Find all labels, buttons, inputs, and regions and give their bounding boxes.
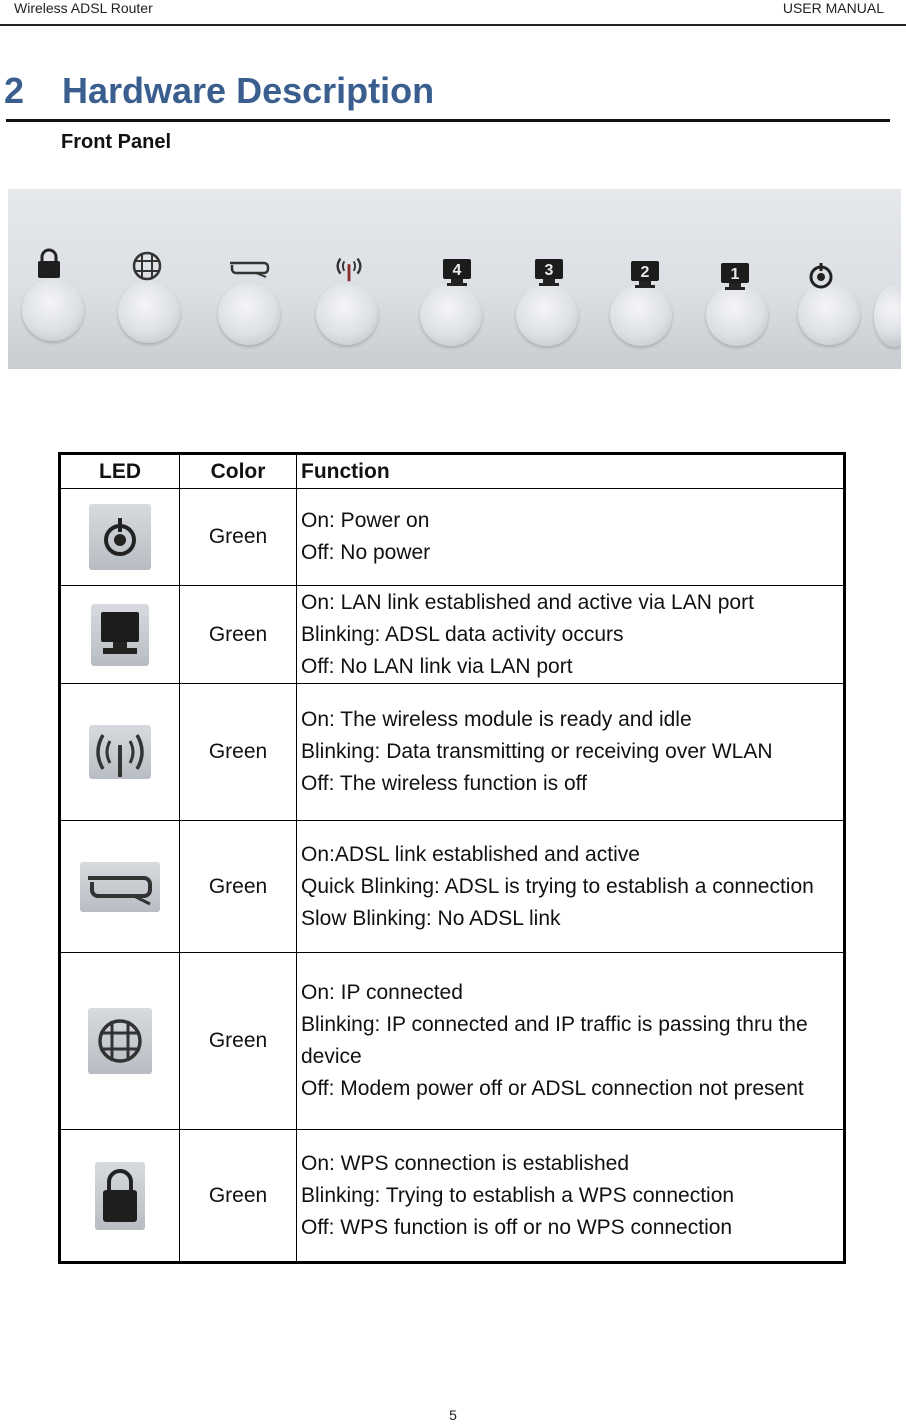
panel-button: [316, 283, 378, 345]
panel-button: [420, 284, 482, 346]
panel-button: [218, 283, 280, 345]
function-line: Off: WPS function is off or no WPS connection: [301, 1215, 733, 1239]
function-line: Blinking: Data transmitting or receiving over WLAN: [301, 740, 773, 763]
globe-icon: [130, 249, 164, 283]
header-function: Function: [297, 454, 845, 489]
table-row: [60, 953, 845, 1130]
doc-header-manual: USER MANUAL: [782, 0, 884, 16]
function-line: Off: No power: [301, 541, 431, 564]
lan-3-icon: [532, 255, 566, 289]
led-icon-cell: [60, 586, 180, 684]
led-color: Green: [180, 684, 297, 821]
power-icon: [89, 504, 151, 570]
table-row: [60, 489, 845, 586]
function-line: On: The wireless module is ready and idle: [301, 708, 692, 731]
adsl-icon: [226, 251, 272, 285]
function-line: On: IP connected: [301, 981, 463, 1004]
function-line: Off: The wireless function is off: [301, 772, 587, 795]
led-color: Green: [180, 489, 297, 586]
led-icon-cell: [60, 953, 180, 1130]
header-led: LED: [60, 454, 180, 489]
globe-icon: [88, 1008, 152, 1074]
function-line: Quick Blinking: ADSL is trying to establish a connection: [301, 874, 814, 898]
led-color: Green: [180, 586, 297, 684]
panel-button: [516, 284, 578, 346]
led-function: [297, 586, 845, 684]
led-function: [297, 1130, 845, 1263]
doc-header-title: Wireless ADSL Router: [14, 0, 153, 16]
led-function: [297, 489, 845, 586]
lan-3-number: 3: [544, 262, 554, 279]
led-color: Green: [180, 953, 297, 1130]
lan-4-icon: [440, 255, 474, 289]
function-line: Slow Blinking: No ADSL link: [301, 906, 561, 930]
adsl-icon: [80, 862, 160, 912]
function-line: device: [301, 1045, 362, 1068]
table-row: [60, 586, 845, 684]
function-line: On: LAN link established and active via LAN port: [301, 590, 754, 614]
led-icon-cell: [60, 1130, 180, 1263]
led-icon-cell: [60, 821, 180, 953]
function-line: On: Power on: [301, 509, 430, 532]
section-divider: [6, 119, 890, 122]
table-row: [60, 821, 845, 953]
section-number: 2: [4, 70, 25, 111]
led-function: [297, 953, 845, 1130]
panel-button: [874, 285, 901, 347]
function-line: Blinking: Trying to establish a WPS connection: [301, 1183, 735, 1207]
section-title: Hardware Description: [62, 70, 435, 111]
lock-icon: [32, 247, 66, 281]
lock-icon: [95, 1162, 145, 1230]
table-header-row: [60, 454, 845, 489]
header-color: Color: [180, 454, 297, 489]
panel-button: [610, 284, 672, 346]
led-icon-cell: [60, 684, 180, 821]
function-line: Blinking: ADSL data activity occurs: [301, 622, 624, 646]
wireless-icon: [89, 725, 151, 779]
led-icon-cell: [60, 489, 180, 586]
panel-button: [22, 279, 84, 341]
subsection-title: Front Panel: [61, 131, 172, 153]
wireless-icon: [332, 251, 366, 285]
table-row: [60, 684, 845, 821]
panel-button: [706, 284, 768, 346]
led-function: [297, 684, 845, 821]
page-number: 5: [449, 1407, 457, 1423]
function-line: Blinking: IP connected and IP traffic is passing thru the: [301, 1013, 808, 1036]
led-function: [297, 821, 845, 953]
table-row: [60, 1130, 845, 1263]
power-icon: [804, 259, 838, 293]
function-line: Off: Modem power off or ADSL connection not present: [301, 1077, 804, 1100]
lan-1-icon: [718, 259, 752, 293]
led-color: Green: [180, 821, 297, 953]
led-table: [58, 452, 846, 1264]
lan-2-icon: [628, 257, 662, 291]
led-color: Green: [180, 1130, 297, 1263]
function-line: On:ADSL link established and active: [301, 842, 640, 866]
header-divider: [0, 24, 906, 26]
lan-1-number: 1: [730, 266, 740, 283]
function-line: Off: No LAN link via LAN port: [301, 654, 573, 678]
lan-2-number: 2: [640, 264, 650, 281]
panel-button: [118, 281, 180, 343]
lan-icon: [91, 604, 149, 666]
function-line: On: WPS connection is established: [301, 1151, 630, 1175]
front-panel-image: [8, 189, 901, 369]
lan-4-number: 4: [452, 262, 462, 279]
